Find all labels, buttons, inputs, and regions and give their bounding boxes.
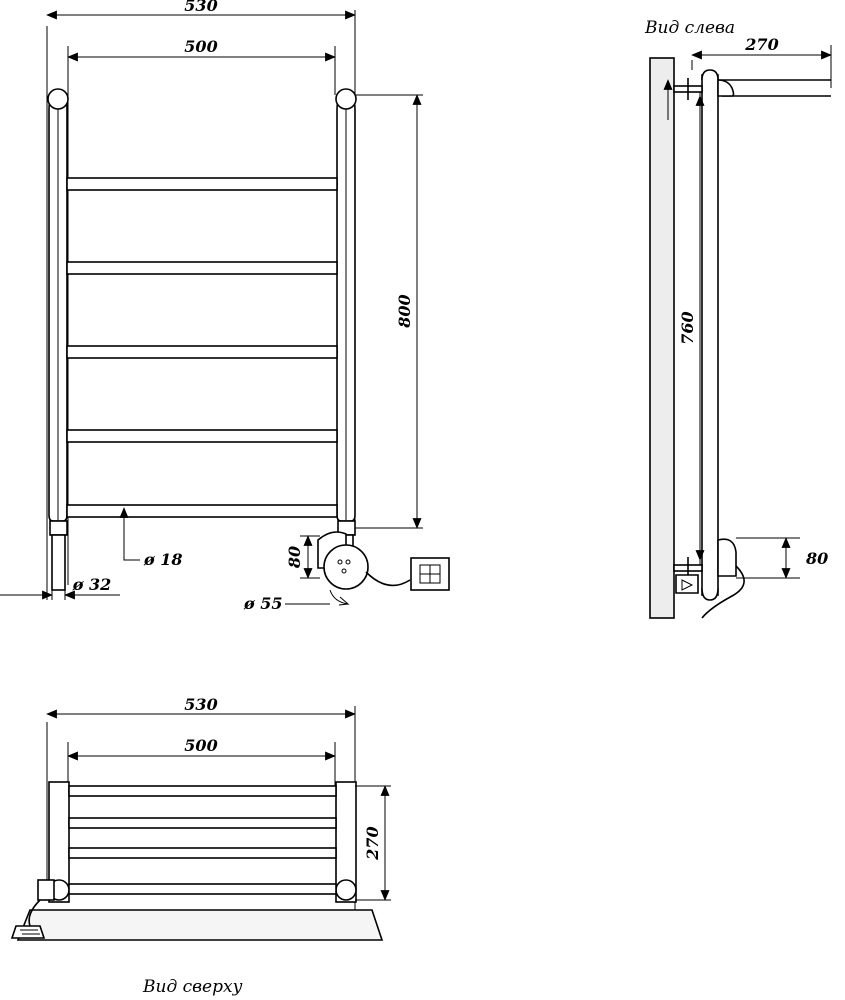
top-view-rungs (69, 786, 336, 894)
dim-front-tube-large: ø 32 (72, 575, 112, 594)
front-view-rungs (67, 178, 337, 517)
dim-top-inner-width: 500 (184, 736, 218, 755)
top-view-label: Вид сверху (143, 977, 243, 997)
dim-front-inner-width: 500 (184, 37, 218, 56)
dim-front-height: 800 (395, 294, 414, 328)
dim-top-depth: 270 (363, 826, 382, 860)
front-heating-element (318, 532, 449, 590)
front-view-group (0, 0, 449, 613)
left-view-label: Вид слева (645, 18, 736, 38)
dim-front-connector-diameter: ø 55 (244, 594, 283, 613)
left-view-group (644, 18, 831, 618)
dim-front-tube-small: ø 18 (144, 550, 183, 569)
dim-front-connector-offset: 80 (285, 545, 304, 569)
dim-left-height: 760 (678, 311, 697, 345)
dim-left-connector-offset: 80 (806, 549, 829, 568)
dim-top-overall-width: 530 (184, 695, 218, 714)
dim-left-depth: 270 (745, 35, 779, 54)
dim-front-overall-width: 530 (184, 0, 218, 15)
top-view-group (12, 695, 391, 997)
